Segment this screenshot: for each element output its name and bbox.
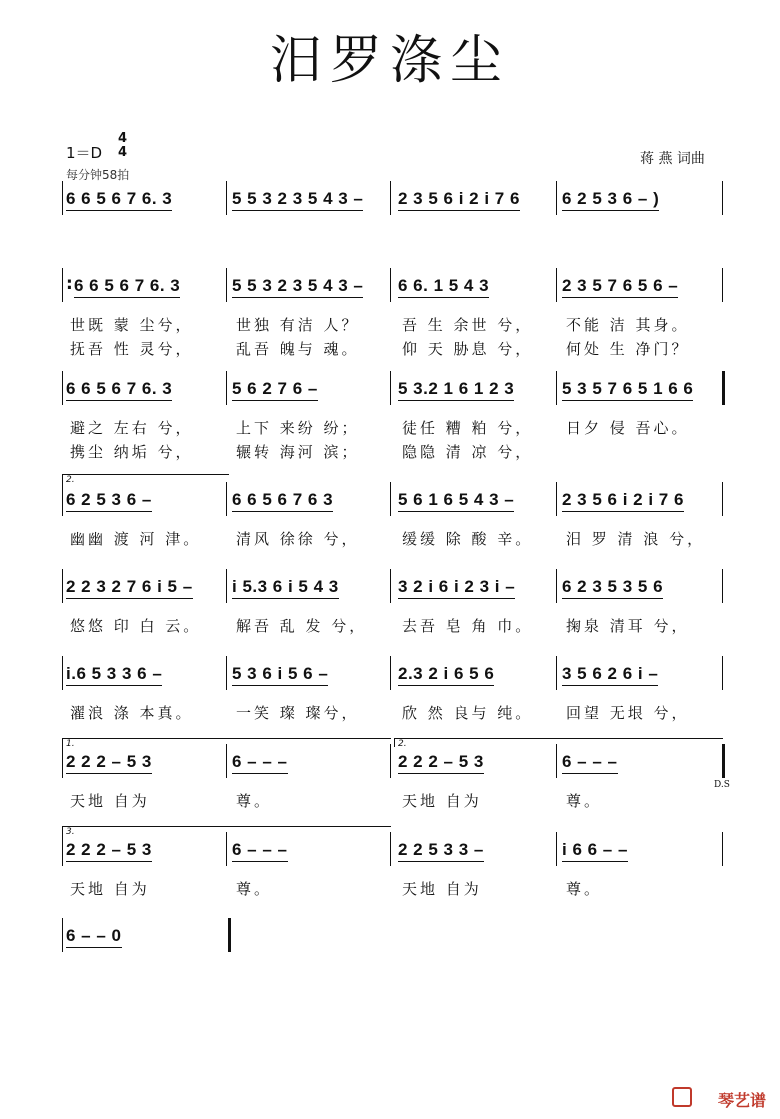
- measure-notes: 6 – – –: [562, 752, 618, 774]
- lyric-line-1: 天地 自为: [70, 792, 150, 810]
- measure-notes: 2 2 2 – 5 3: [66, 840, 152, 862]
- measure-notes: 6 – – –: [232, 840, 288, 862]
- measure-notes: 2 3 5 6 i 2 i 7 6: [398, 189, 520, 211]
- measure-notes: 6 – – 0: [66, 926, 122, 948]
- lyric-line-1: 吾 生 余世 兮，: [402, 316, 534, 334]
- measure-notes: 5 5 3 2 3 5 4 3 –: [232, 276, 363, 298]
- volta-bracket: [62, 826, 391, 835]
- lyric-line-1: 日夕 侵 吾心。: [566, 419, 690, 437]
- barline: [722, 656, 723, 690]
- lyric-line-1: 濯浪 涤 本真。: [70, 704, 194, 722]
- time-signature: [118, 132, 127, 160]
- lyric-line-1: 徒任 糟 粕 兮，: [402, 419, 534, 437]
- barline: [556, 832, 557, 866]
- barline: [722, 832, 723, 866]
- measure-notes: 6 2 5 3 6 –: [66, 490, 152, 512]
- lyric-line-1: 尊。: [236, 792, 273, 810]
- measure-notes: 2 2 3 2 7 6 i 5 –: [66, 577, 193, 599]
- lyric-line-1: 汨 罗 清 浪 兮，: [566, 530, 706, 548]
- measure-notes: 6 6. 1 5 4 3: [398, 276, 489, 298]
- lyric-line-1: 清风 徐徐 兮，: [236, 530, 360, 548]
- staff-system: [0, 748, 780, 828]
- staff-system: [0, 573, 780, 653]
- barline: [722, 569, 723, 603]
- volta-number: 1.: [66, 739, 75, 749]
- barline: [62, 832, 63, 866]
- time-signature-bottom: 4: [118, 145, 128, 160]
- volta-number: 2.: [66, 475, 75, 485]
- song-title: 汨罗涤尘: [269, 31, 510, 91]
- measure-notes: i 6 6 – –: [562, 840, 628, 862]
- measure-notes: 5 5 3 2 3 5 4 3 –: [232, 189, 363, 211]
- lyric-line-1: 天地 自为: [70, 880, 150, 898]
- lyric-line-1: 掬泉 清耳 兮，: [566, 617, 690, 635]
- lyric-line-1: 尊。: [236, 880, 273, 898]
- barline: [390, 656, 391, 690]
- barline: [390, 371, 391, 405]
- barline: [722, 482, 723, 516]
- measure-notes: 5 3.2 1 6 1 2 3: [398, 379, 514, 401]
- measure-notes: 2 2 2 – 5 3: [66, 752, 152, 774]
- lyric-line-1: 回望 无垠 兮，: [566, 704, 690, 722]
- measure-notes: 3 2 i 6 i 2 3 i –: [398, 577, 515, 599]
- lyric-line-1: 天地 自为: [402, 880, 482, 898]
- composer-credit: 蒋 燕 词曲: [640, 151, 705, 167]
- measure-notes: 6 6 5 6 7 6. 3: [66, 379, 172, 401]
- measure-notes: 5 6 1 6 5 4 3 –: [398, 490, 514, 512]
- barline: [228, 918, 231, 952]
- lyric-line-2: 隐隐 清 凉 兮，: [402, 443, 534, 461]
- measure-notes: 2 2 2 – 5 3: [398, 752, 484, 774]
- barline: [556, 482, 557, 516]
- barline: [556, 569, 557, 603]
- lyric-line-1: 不能 洁 其身。: [566, 316, 690, 334]
- barline: [226, 832, 227, 866]
- barline: [62, 371, 63, 405]
- volta-number: 2.: [398, 739, 407, 749]
- lyric-line-1: 去吾 皂 角 巾。: [402, 617, 534, 635]
- barline: [556, 656, 557, 690]
- lyric-line-1: 幽幽 渡 河 津。: [70, 530, 202, 548]
- measure-notes: 6 – – –: [232, 752, 288, 774]
- lyric-line-2: 辗转 海河 滨；: [236, 443, 360, 461]
- barline: [62, 569, 63, 603]
- barline: [390, 744, 391, 778]
- lyric-line-1: 上下 来纷 纷；: [236, 419, 360, 437]
- barline: [226, 569, 227, 603]
- barline: [62, 181, 63, 215]
- dal-segno-mark: D.S: [714, 780, 730, 790]
- lyric-line-1: 世既 蒙 尘兮，: [70, 316, 194, 334]
- barline: [390, 569, 391, 603]
- volta-number: 3.: [66, 827, 75, 837]
- measure-notes: i 5.3 6 i 5 4 3: [232, 577, 339, 599]
- barline: [390, 482, 391, 516]
- measure-notes: 2 3 5 6 i 2 i 7 6: [562, 490, 684, 512]
- time-signature-top: 4: [118, 131, 128, 146]
- barline: [62, 918, 63, 952]
- lyric-line-1: 避之 左右 兮，: [70, 419, 194, 437]
- lyric-line-1: 天地 自为: [402, 792, 482, 810]
- barline: [226, 744, 227, 778]
- barline: [556, 371, 557, 405]
- barline: [62, 744, 63, 778]
- lyric-line-2: 何处 生 净门？: [566, 340, 690, 358]
- lyric-line-1: 缓缓 除 酸 辛。: [402, 530, 534, 548]
- barline: [390, 181, 391, 215]
- lyric-line-1: 解吾 乱 发 兮，: [236, 617, 368, 635]
- staff-system: [0, 272, 780, 358]
- measure-notes: 5 6 2 7 6 –: [232, 379, 318, 401]
- measure-notes: 2 3 5 7 6 5 6 –: [562, 276, 678, 298]
- staff-system: [0, 660, 780, 740]
- key-signature: 1＝D: [66, 144, 103, 162]
- measure-notes: 6 2 5 3 6 – ): [562, 189, 659, 211]
- lyric-line-1: 世独 有洁 人？: [236, 316, 360, 334]
- staff-system: [0, 922, 780, 1002]
- lyric-line-2: 仰 天 胁息 兮，: [402, 340, 534, 358]
- measure-notes: 6 6 5 6 7 6. 3: [66, 189, 172, 211]
- measure-notes: 3 5 6 2 6 i –: [562, 664, 658, 686]
- barline: [226, 482, 227, 516]
- staff-system: [0, 185, 780, 265]
- barline: [722, 744, 725, 778]
- barline: [62, 656, 63, 690]
- lyric-line-1: 一笑 璨 璨兮，: [236, 704, 360, 722]
- barline: [556, 268, 557, 302]
- lyric-line-1: 尊。: [566, 792, 603, 810]
- tempo-marking: 每分钟58拍: [66, 168, 130, 182]
- barline: [226, 181, 227, 215]
- barline: [390, 832, 391, 866]
- barline: [556, 181, 557, 215]
- measure-notes: 2 2 5 3 3 –: [398, 840, 484, 862]
- staff-system: [0, 836, 780, 916]
- lyric-line-2: 携尘 纳垢 兮，: [70, 443, 194, 461]
- staff-system: [0, 375, 780, 461]
- measure-notes: 5 3 5 7 6 5 1 6 6: [562, 379, 693, 401]
- measure-notes: 2.3 2 i 6 5 6: [398, 664, 494, 686]
- volta-bracket: [62, 474, 229, 483]
- barline: [226, 268, 227, 302]
- lyric-line-2: 抚吾 性 灵兮，: [70, 340, 194, 358]
- volta-bracket: [62, 738, 391, 747]
- brand-watermark: 琴艺谱: [717, 1091, 766, 1110]
- barline: [226, 371, 227, 405]
- measure-notes: 6 2 3 5 3 5 6: [562, 577, 663, 599]
- barline: [556, 744, 557, 778]
- barline: [226, 656, 227, 690]
- barline: [722, 268, 723, 302]
- staff-system: [0, 486, 780, 566]
- barline: [722, 181, 723, 215]
- lyric-line-1: 尊。: [566, 880, 603, 898]
- barline: [62, 268, 63, 302]
- measure-notes: i.6 5 3 3 6 –: [66, 664, 162, 686]
- lyric-line-2: 乱吾 魄与 魂。: [236, 340, 360, 358]
- brand-logo-icon: [672, 1087, 692, 1107]
- measure-notes: 6 6 5 6 7 6 3: [232, 490, 333, 512]
- lyric-line-1: 欣 然 良与 纯。: [402, 704, 534, 722]
- measure-notes: 5 3 6 i 5 6 –: [232, 664, 328, 686]
- measure-notes: 6 6 5 6 7 6. 3: [74, 276, 180, 298]
- repeat-start-sign: :: [66, 274, 73, 294]
- barline: [62, 482, 63, 516]
- barline: [390, 268, 391, 302]
- barline: [722, 371, 725, 405]
- volta-bracket: [394, 738, 723, 747]
- lyric-line-1: 悠悠 印 白 云。: [70, 617, 202, 635]
